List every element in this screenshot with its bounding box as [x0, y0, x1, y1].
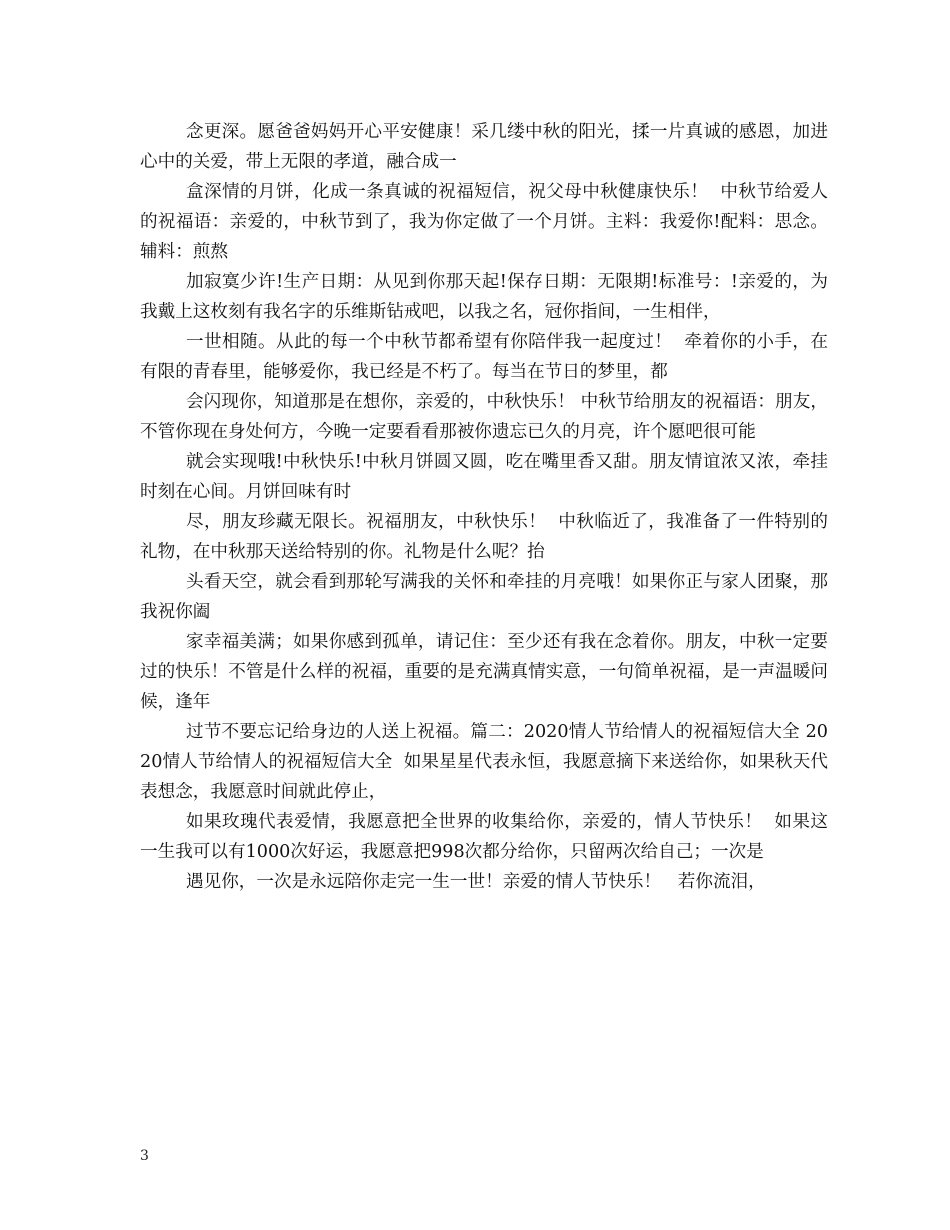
- page-number: 3: [140, 1148, 149, 1164]
- paragraph-10: 过节不要忘记给身边的人送上祝福。篇二：2020情人节给情人的祝福短信大全 2020情人节给情人的祝福短信大全 如果星星代表永恒，我愿意摘下来送给你，如果秋天代表想念，我愿意时间就此停止，: [140, 722, 828, 802]
- paragraph-4: 一世相随。从此的每一个中秋节都希望有你陪伴我一起度过！ 牵着你的小手，在有限的青春里，能够爱你，我已经是不朽了。每当在节日的梦里，都: [140, 332, 828, 382]
- paragraph-1: 念更深。愿爸爸妈妈开心平安健康！采几缕中秋的阳光，揉一片真诚的感恩，加进心中的关爱，带上无限的孝道，融合成一: [140, 122, 828, 172]
- paragraph-3: 加寂寞少许!生产日期：从见到你那天起!保存日期：无限期!标准号：!亲爱的，为我戴上这枚刻有我名字的乐维斯钻戒吧，以我之名，冠你指间，一生相伴，: [140, 272, 828, 322]
- paragraph-8: 头看天空，就会看到那轮写满我的关怀和牵挂的月亮哦！如果你正与家人团聚，那我祝你阖: [140, 572, 828, 622]
- paragraph-12: 遇见你，一次是永远陪你走完一生一世！亲爱的情人节快乐！ 若你流泪，: [186, 872, 766, 892]
- paragraph-6: 就会实现哦!中秋快乐!中秋月饼圆又圆，吃在嘴里香又甜。朋友情谊浓又浓，牵挂时刻在心间。月饼回味有时: [140, 452, 828, 502]
- paragraph-2: 盒深情的月饼，化成一条真诚的祝福短信，祝父母中秋健康快乐！ 中秋节给爱人的祝福语：亲爱的，中秋节到了，我为你定做了一个月饼。主料：我爱你!配料：思念。辅料：煎熬: [140, 182, 828, 262]
- paragraph-9: 家幸福美满；如果你感到孤单，请记住：至少还有我在念着你。朋友，中秋一定要过的快乐！不管是什么样的祝福，重要的是充满真情实意，一句简单祝福，是一声温暖问候，逢年: [140, 632, 828, 712]
- paragraph-7: 尽，朋友珍藏无限长。祝福朋友，中秋快乐！ 中秋临近了，我准备了一件特别的礼物，在中秋那天送给特别的你。礼物是什么呢？抬: [140, 512, 828, 562]
- document-body: [140, 117, 828, 897]
- paragraph-11: 如果玫瑰代表爱情，我愿意把全世界的收集给你，亲爱的，情人节快乐！ 如果这一生我可以有1000次好运，我愿意把998次都分给你，只留两次给自己；一次是: [140, 812, 828, 862]
- paragraph-5: 会闪现你，知道那是在想你，亲爱的，中秋快乐！ 中秋节给朋友的祝福语：朋友，不管你现在身处何方，今晚一定要看看那被你遗忘已久的月亮，许个愿吧很可能: [140, 392, 828, 442]
